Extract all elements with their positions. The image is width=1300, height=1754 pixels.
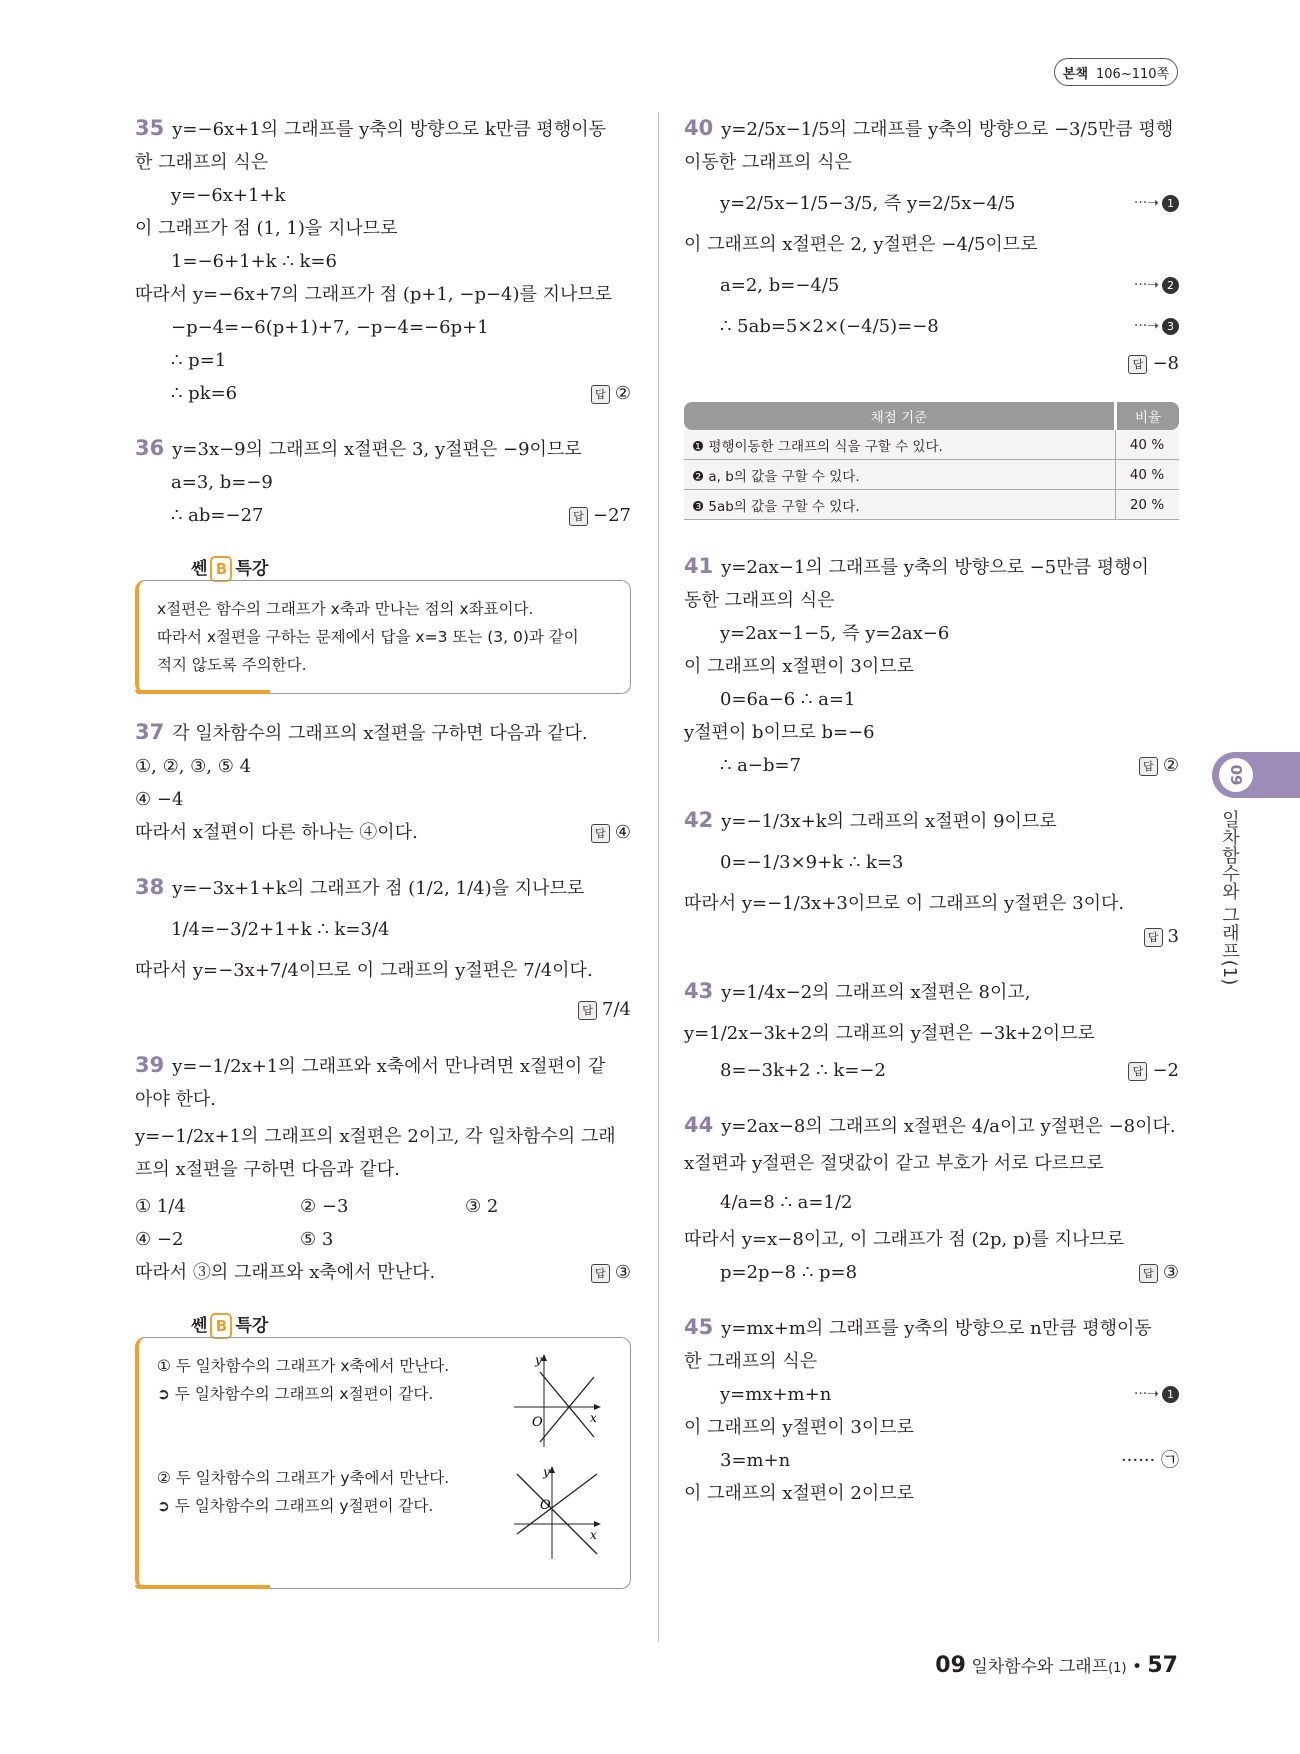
tip-ssen: 쎈 <box>191 1316 208 1336</box>
solution-line: y=2ax−1의 그래프를 y축의 방향으로 −5만큼 평행이 <box>721 557 1149 578</box>
solution-line: 이 그래프가 점 (1, 1)을 지나므로 <box>135 218 398 239</box>
tip-heading <box>191 1311 631 1337</box>
problem-number: 36 <box>135 436 165 460</box>
solution-line: 따라서 y=−6x+7의 그래프가 점 (p+1, −p−4)를 지나므로 <box>135 284 613 305</box>
solution-line: 1=−6+1+k ∴ k=6 <box>171 251 337 272</box>
solution-line: 이 그래프의 x절편이 2이므로 <box>684 1483 915 1504</box>
solution-line: ∴ a−b=7 <box>720 755 802 776</box>
solution-line: 8=−3k+2 ∴ k=−2 <box>720 1060 886 1081</box>
page-range: 106~110쪽 <box>1096 66 1170 82</box>
tip-heading <box>191 554 631 580</box>
step-number: 1 <box>1162 195 1179 212</box>
answer-value: −27 <box>593 505 631 526</box>
problem-number: 44 <box>684 1113 714 1137</box>
solution-line: y=−1/3x+k의 그래프의 x절편이 9이므로 <box>721 811 1057 832</box>
problem-36 <box>135 432 631 532</box>
grading-row <box>684 490 1179 520</box>
tip-row-y-axis <box>157 1464 612 1574</box>
tip-line: ① 두 일차함수의 그래프가 x축에서 만난다. <box>157 1357 450 1375</box>
answer-mark: 답 <box>1139 757 1158 776</box>
answer-mark: 답 <box>569 507 588 526</box>
solution-line: y=mx+m+n <box>720 1384 832 1405</box>
graph-meet-y-axis-icon <box>512 1464 602 1564</box>
criteria-ratio: 20 % <box>1116 490 1180 520</box>
problem-number: 42 <box>684 808 714 832</box>
problem-39 <box>135 1049 631 1289</box>
problem-number: 41 <box>684 554 714 578</box>
solution-line: y=−6x+1의 그래프를 y축의 방향으로 k만큼 평행이동 <box>172 119 606 140</box>
x-axis-label: x <box>590 1528 597 1542</box>
chapter-number: 09 <box>1219 758 1253 792</box>
problem-number: 35 <box>135 116 165 140</box>
solution-line: 따라서 ③의 그래프와 x축에서 만난다. <box>135 1262 436 1283</box>
solution-line: 3=m+n <box>720 1450 791 1471</box>
solution-line: y=2ax−1−5, 즉 y=2ax−6 <box>720 623 950 644</box>
answer <box>591 1256 631 1289</box>
grading-row <box>684 460 1179 490</box>
tip-line: ② 두 일차함수의 그래프가 y축에서 만난다. <box>157 1469 450 1487</box>
problem-44 <box>684 1109 1179 1289</box>
solution-line: 0=6a−6 ∴ a=1 <box>720 689 856 710</box>
answer <box>1139 1256 1179 1289</box>
option-1: ① 1/4 <box>135 1196 186 1217</box>
book-reference-badge <box>1054 58 1178 86</box>
solution-line: ∴ ab=−27 <box>171 505 264 526</box>
solution-line: −p−4=−6(p+1)+7, −p−4=−6p+1 <box>171 317 489 338</box>
problem-38 <box>135 871 631 1027</box>
step-arrow: ···➝ <box>1133 318 1159 334</box>
answer-value: ③ <box>614 1262 631 1283</box>
solution-line: 이동한 그래프의 식은 <box>684 152 852 173</box>
answer-value: ② <box>614 383 631 404</box>
step-marker <box>1134 310 1179 343</box>
answer-value: −8 <box>1152 353 1179 374</box>
footer-part: (1) <box>1108 1661 1127 1676</box>
solution-line: y=2/5x−1/5의 그래프를 y축의 방향으로 −3/5만큼 평행 <box>721 119 1174 140</box>
answer-value: 3 <box>1167 926 1179 947</box>
solution-line: y=3x−9의 그래프의 x절편은 3, y절편은 −9이므로 <box>172 439 582 460</box>
step-arrow: ···➝ <box>1133 195 1159 211</box>
solution-line: y=2ax−8의 그래프의 x절편은 4/a이고 y절편은 −8이다. <box>721 1116 1176 1137</box>
solution-line: ①, ②, ③, ⑤ 4 <box>135 756 252 777</box>
problem-number: 40 <box>684 116 714 140</box>
criteria-ratio: 40 % <box>1116 430 1180 460</box>
answer-mark: 답 <box>1128 355 1147 374</box>
solution-line: y절편이 b이므로 b=−6 <box>684 722 875 743</box>
solution-line: y=1/4x−2의 그래프의 x절편은 8이고, <box>721 982 1031 1003</box>
problem-number: 39 <box>135 1053 165 1077</box>
b-logo-icon: B <box>210 556 232 582</box>
problem-number: 43 <box>684 979 714 1003</box>
footer-chapter: 09 <box>935 1653 966 1678</box>
page-number: 57 <box>1147 1653 1178 1678</box>
problem-number: 45 <box>684 1315 714 1339</box>
solution-line: y=−1/2x+1의 그래프와 x축에서 만나려면 x절편이 같 <box>172 1056 606 1077</box>
solution-line: y=mx+m의 그래프를 y축의 방향으로 n만큼 평행이동 <box>721 1318 1152 1339</box>
answer <box>591 377 631 410</box>
answer <box>591 816 631 849</box>
tip-line: ➲ 두 일차함수의 그래프의 x절편이 같다. <box>157 1385 434 1403</box>
criteria-text: 평행이동한 그래프의 식을 구할 수 있다. <box>708 438 943 455</box>
solution-line: ∴ 5ab=5×2×(−4/5)=−8 <box>720 316 939 337</box>
left-column <box>135 112 631 1611</box>
option-3: ③ 2 <box>465 1196 499 1217</box>
tip-box-meeting-axes <box>135 1337 631 1589</box>
step-arrow: ···➝ <box>1133 1386 1159 1402</box>
problem-number: 37 <box>135 720 165 744</box>
origin-label: O <box>532 1415 543 1430</box>
answer <box>1128 1054 1179 1087</box>
solution-line: ④ −4 <box>135 789 184 810</box>
answer-value: ② <box>1162 755 1179 776</box>
answer-mark: 답 <box>591 385 610 404</box>
option-5: ⑤ 3 <box>300 1229 334 1250</box>
answer <box>578 993 631 1026</box>
y-axis-label: y <box>543 1465 550 1479</box>
tip-box-intercept <box>135 580 631 694</box>
grading-table <box>684 402 1179 520</box>
solution-line: 프의 x절편을 구하면 다음과 같다. <box>135 1159 400 1180</box>
x-axis-label: x <box>590 1411 597 1425</box>
answer-value: 7/4 <box>602 999 631 1020</box>
graph-meet-x-axis-icon <box>512 1352 602 1452</box>
accent-line <box>135 690 270 694</box>
answer-mark: 답 <box>1144 928 1163 947</box>
criteria-number: ❷ <box>692 468 705 485</box>
solution-line: 0=−1/3×9+k ∴ k=3 <box>720 852 904 873</box>
step-number: 1 <box>1162 1386 1179 1403</box>
criteria-text: a, b의 값을 구할 수 있다. <box>708 468 860 485</box>
tip-line: 따라서 x절편을 구하는 문제에서 답을 x=3 또는 (3, 0)과 같이 <box>157 628 579 646</box>
option-4: ④ −2 <box>135 1229 184 1250</box>
footer-bullet: • <box>1131 1657 1142 1677</box>
criteria-ratio: 40 % <box>1116 460 1180 490</box>
solution-line: 한 그래프의 식은 <box>135 152 269 173</box>
answer-value: −2 <box>1152 1060 1179 1081</box>
answer-mark: 답 <box>591 1264 610 1283</box>
solution-line: 각 일차함수의 그래프의 x절편을 구하면 다음과 같다. <box>172 723 588 744</box>
chapter-tab <box>1212 752 1300 798</box>
solution-line: 동한 그래프의 식은 <box>684 590 835 611</box>
step-number: 3 <box>1162 318 1179 335</box>
answer-mark: 답 <box>1139 1264 1158 1283</box>
b-logo-icon: B <box>210 1313 232 1339</box>
tip-ssen: 쎈 <box>191 559 208 579</box>
step-arrow: ···➝ <box>1133 277 1159 293</box>
solution-line: a=3, b=−9 <box>171 472 273 493</box>
tip-line: x절편은 함수의 그래프가 x축과 만나는 점의 x좌표이다. <box>157 600 534 618</box>
step-marker <box>1134 1378 1179 1411</box>
solution-line: 이 그래프의 x절편은 2, y절편은 −4/5이므로 <box>684 234 1038 255</box>
solution-line: y=1/2x−3k+2의 그래프의 y절편은 −3k+2이므로 <box>684 1023 1095 1044</box>
problem-45 <box>684 1311 1179 1510</box>
equation-mark: ······ ㉠ <box>1120 1450 1179 1471</box>
answer-mark: 답 <box>1128 1062 1147 1081</box>
tip-line: ➲ 두 일차함수의 그래프의 y절편이 같다. <box>157 1497 434 1515</box>
problem-37 <box>135 716 631 849</box>
chapter-side-title: 일차함수와 그래프(1) <box>1219 810 1240 986</box>
solution-line: y=2/5x−1/5−3/5, 즉 y=2/5x−4/5 <box>720 193 1016 214</box>
solution-line: 따라서 y=−3x+7/4이므로 이 그래프의 y절편은 7/4이다. <box>135 960 593 981</box>
solution-line: 1/4=−3/2+1+k ∴ k=3/4 <box>171 919 390 940</box>
accent-line <box>135 1585 270 1589</box>
answer <box>1128 347 1179 380</box>
solution-line: 따라서 y=x−8이고, 이 그래프가 점 (2p, p)를 지나므로 <box>684 1229 1125 1250</box>
grading-header-criteria: 채점 기준 <box>684 402 1116 430</box>
answer <box>569 499 631 532</box>
problem-35 <box>135 112 631 410</box>
solution-line: 이 그래프의 x절편이 3이므로 <box>684 656 915 677</box>
problem-number: 38 <box>135 875 165 899</box>
solution-line: 한 그래프의 식은 <box>684 1351 818 1372</box>
tip-line: 적지 않도록 주의한다. <box>157 656 307 674</box>
tip-row-x-axis <box>157 1352 612 1464</box>
answer-value: ③ <box>1162 1262 1179 1283</box>
problem-43 <box>684 975 1179 1087</box>
grading-row <box>684 430 1179 460</box>
footer-title: 일차함수와 그래프 <box>971 1657 1109 1677</box>
solution-line: y=−6x+1+k <box>171 185 286 206</box>
answer-value: ④ <box>614 822 631 843</box>
y-axis-label: y <box>535 1353 542 1367</box>
solution-line: p=2p−8 ∴ p=8 <box>720 1262 858 1283</box>
problem-40 <box>684 112 1179 380</box>
criteria-number: ❸ <box>692 498 705 515</box>
column-divider <box>658 112 659 1642</box>
origin-label: O <box>540 1498 551 1513</box>
option-2: ② −3 <box>300 1196 349 1217</box>
solution-line: 이 그래프의 y절편이 3이므로 <box>684 1417 915 1438</box>
criteria-number: ❶ <box>692 438 705 455</box>
solution-line: 따라서 y=−1/3x+3이므로 이 그래프의 y절편은 3이다. <box>684 893 1125 914</box>
step-marker <box>1134 269 1179 302</box>
solution-line: ∴ pk=6 <box>171 383 238 404</box>
answer <box>1144 920 1179 953</box>
problem-42 <box>684 804 1179 953</box>
solution-line: 따라서 x절편이 다른 하나는 ④이다. <box>135 822 418 843</box>
step-number: 2 <box>1162 277 1179 294</box>
problem-41 <box>684 550 1179 782</box>
grading-header-ratio: 비율 <box>1116 402 1180 430</box>
solution-line: a=2, b=−4/5 <box>720 275 840 296</box>
solution-line: y=−1/2x+1의 그래프의 x절편은 2이고, 각 일차함수의 그래 <box>135 1126 616 1147</box>
solution-line: y=−3x+1+k의 그래프가 점 (1/2, 1/4)을 지나므로 <box>172 878 585 899</box>
tip-tekgang: 특강 <box>235 1316 269 1336</box>
answer-mark: 답 <box>578 1001 597 1020</box>
page-footer <box>935 1652 1178 1678</box>
solution-line: x절편과 y절편은 절댓값이 같고 부호가 서로 다르므로 <box>684 1153 1104 1174</box>
right-column <box>684 112 1179 1532</box>
criteria-text: 5ab의 값을 구할 수 있다. <box>708 498 860 515</box>
tip-tekgang: 특강 <box>235 559 269 579</box>
step-marker <box>1134 187 1179 220</box>
solution-line: 4/a=8 ∴ a=1/2 <box>720 1192 853 1213</box>
answer-mark: 답 <box>591 824 610 843</box>
solution-line: 아야 한다. <box>135 1089 216 1110</box>
book-label: 본책 <box>1062 66 1089 82</box>
solution-line: ∴ p=1 <box>171 350 227 371</box>
answer <box>1139 749 1179 782</box>
